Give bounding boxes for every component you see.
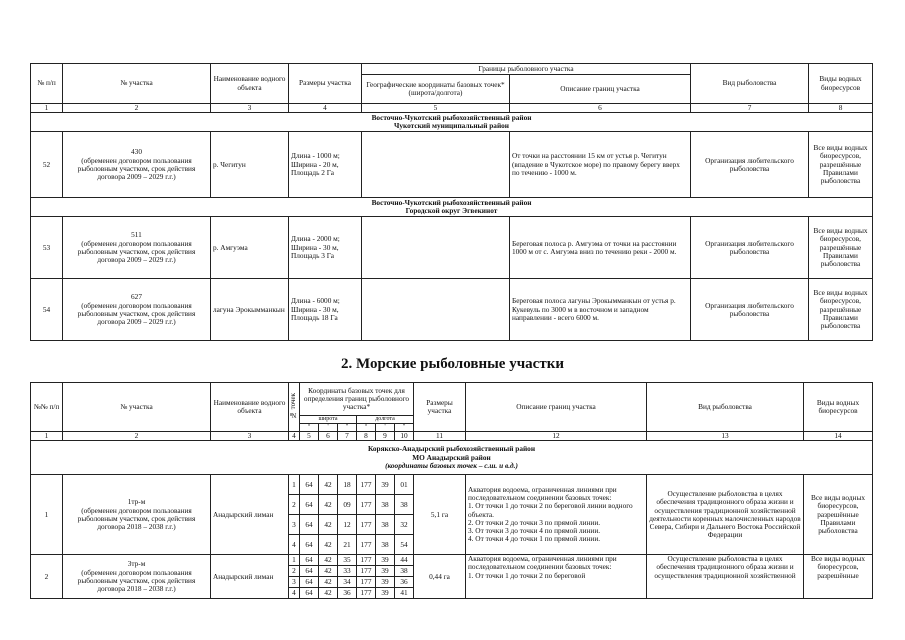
point-num: 1 [289, 475, 300, 495]
colnum: 4 [289, 432, 300, 441]
kind-cell: Организация любительского рыболовства [691, 279, 809, 341]
colnum: 14 [804, 432, 873, 441]
coord-value: 36 [395, 577, 414, 588]
coord-value: 42 [319, 535, 338, 555]
plot-note: (обременен договором пользования рыболовным участком, срок действия договора 2009 – 2029 г.г.) [77, 238, 196, 264]
header-size: Размеры участка [414, 383, 466, 432]
size-cell [289, 279, 362, 341]
plot-note: (обременен договором пользования рыболовным участком, срок действия договора 2018 – 2038 г.г.) [77, 567, 196, 593]
column-numbers-row [31, 104, 873, 113]
size-line: Ширина - 30 м, [291, 304, 339, 314]
coord-value: 64 [300, 566, 319, 577]
coord-value: 09 [338, 495, 357, 515]
species-cell: Все виды водных биоресурсов, разрешённые Правилами рыболовства [809, 132, 873, 198]
header-lat: широта [300, 416, 357, 424]
colnum: 7 [338, 432, 357, 441]
header-num: №№ п/п [31, 383, 63, 432]
plot-cell [63, 217, 211, 279]
group-line: Восточно-Чукотский рыбохозяйственный район [371, 113, 532, 122]
desc-line: Акватория водоема, ограниченная линиями при последовательном соединении базовых точек: [468, 484, 617, 503]
row-num: 2 [31, 555, 63, 599]
colnum: 3 [211, 432, 289, 441]
coord-value: 39 [376, 475, 395, 495]
water-name: лагуна Эрокымманкын [211, 279, 289, 341]
header-desc: Описание границ участка [510, 75, 691, 104]
desc-line: 1. От точки 1 до точки 2 по береговой [468, 570, 586, 580]
size-line: Длина - 6000 м; [291, 296, 340, 306]
group-header [31, 113, 873, 132]
water-name: р. Амгуэма [211, 217, 289, 279]
header-points-label: № точек [289, 392, 298, 419]
group-header [31, 198, 873, 217]
size-line: Длина - 1000 м; [291, 151, 340, 161]
coord-value: 38 [376, 535, 395, 555]
group-line: (координаты базовых точек – с.ш. и в.д.) [385, 460, 518, 470]
colnum: 11 [414, 432, 466, 441]
header-water: Наименование водного объекта [211, 383, 289, 432]
coord-value: 42 [319, 588, 338, 599]
header-lon: долгота [357, 416, 414, 424]
colnum: 9 [376, 432, 395, 441]
coords-cell [362, 132, 510, 198]
coord-value: 38 [395, 566, 414, 577]
point-num: 2 [289, 495, 300, 515]
size-line: Площадь 2 Га [291, 167, 335, 177]
coord-value: 177 [357, 535, 376, 555]
desc-cell: От точки на расстоянии 15 км от устья р. Чегитун (впадение в Чукотское море) по правому берегу вверх по течению - 1000 м. [510, 132, 691, 198]
point-num: 4 [289, 535, 300, 555]
plot-id: 3тр-м [127, 559, 146, 569]
coord-value: 42 [319, 555, 338, 566]
kind-cell: Организация любительского рыболовства [691, 132, 809, 198]
freshwater-plots-table [30, 63, 873, 341]
group-line: Чукотский муниципальный район [394, 121, 510, 131]
header-points [289, 383, 300, 432]
colnum: 7 [691, 104, 809, 113]
coord-value: 177 [357, 588, 376, 599]
coord-value: 38 [376, 515, 395, 535]
group-row [31, 198, 873, 217]
plot-note: (обременен договором пользования рыболовным участком, срок действия договора 2018 – 2038 г.г.) [77, 505, 196, 531]
point-num: 3 [289, 515, 300, 535]
coord-value: 39 [376, 577, 395, 588]
coord-value: 39 [376, 588, 395, 599]
desc-cell: Береговая полоса лагуны Эрокымманкын от устья р. Кукевуль по 3000 м в восточном и западном направлении - всего 6000 м. [510, 279, 691, 341]
colnum: 8 [357, 432, 376, 441]
coord-value: 38 [395, 495, 414, 515]
coord-value: 32 [395, 515, 414, 535]
size-line: Площадь 3 Га [291, 250, 335, 260]
coord-value: 64 [300, 495, 319, 515]
colnum: 2 [63, 104, 211, 113]
header-kind: Вид рыболовства [647, 383, 804, 432]
row-num: 53 [31, 217, 63, 279]
min-mark: ' [319, 424, 338, 432]
group-header [31, 441, 873, 475]
species-cell: Все виды водных биоресурсов, разрешённые Правилами рыболовства [809, 279, 873, 341]
desc-line: 2. От точки 2 до точки 3 по прямой линии. [468, 517, 601, 527]
coords-cell [362, 217, 510, 279]
row-num: 54 [31, 279, 63, 341]
coord-value: 42 [319, 577, 338, 588]
point-num: 1 [289, 555, 300, 566]
coord-value: 177 [357, 577, 376, 588]
colnum: 8 [809, 104, 873, 113]
min-mark: ' [376, 424, 395, 432]
coord-value: 44 [395, 555, 414, 566]
header-num: № п/п [31, 64, 63, 104]
sec-mark: " [338, 424, 357, 432]
coord-value: 177 [357, 475, 376, 495]
colnum: 12 [466, 432, 647, 441]
desc-cell [466, 475, 647, 555]
desc-line: 1. От точки 1 до точки 2 по береговой линии водного объекта. [468, 501, 633, 519]
plot-cell [63, 475, 211, 555]
plot-cell [63, 555, 211, 599]
colnum: 3 [211, 104, 289, 113]
group-row [31, 113, 873, 132]
colnum: 5 [362, 104, 510, 113]
coord-value: 18 [338, 475, 357, 495]
colnum: 4 [289, 104, 362, 113]
header-kind: Вид рыболовства [691, 64, 809, 104]
coord-value: 54 [395, 535, 414, 555]
colnum: 1 [31, 104, 63, 113]
coord-value: 64 [300, 555, 319, 566]
coord-value: 177 [357, 495, 376, 515]
colnum: 10 [395, 432, 414, 441]
coord-value: 42 [319, 566, 338, 577]
row-num: 52 [31, 132, 63, 198]
size-cell [289, 132, 362, 198]
species-cell: Все виды водных биоресурсов, разрешённые Правилами рыболовства [809, 217, 873, 279]
desc-line: 3. От точки 3 до точки 4 по прямой линии. [468, 526, 601, 536]
size-cell: 0,44 га [414, 555, 466, 599]
colnum: 13 [647, 432, 804, 441]
header-desc: Описание границ участка [466, 383, 647, 432]
header-size: Размеры участка [289, 64, 362, 104]
group-line: МО Анадырский район [412, 452, 491, 462]
marine-plots-table [30, 382, 873, 599]
coord-value: 177 [357, 566, 376, 577]
plot-id: 511 [131, 230, 142, 240]
group-row [31, 441, 873, 475]
kind-cell: Осуществление рыболовства в целях обеспечения традиционного образа жизни и осуществления традиционной хозяйственной деятельности коренных малочисленных народов Севера, Сибири и Дальнего Востока Российской Федерации [647, 475, 804, 555]
kind-cell: Организация любительского рыболовства [691, 217, 809, 279]
group-line: Городской округ Эгвекинот [405, 206, 498, 216]
coord-value: 35 [338, 555, 357, 566]
deg-mark: º [300, 424, 319, 432]
group-line: Корякско-Анадырский рыбохозяйственный район [367, 444, 536, 454]
plot-note: (обременен договором пользования рыболовным участком, срок действия договора 2009 – 2029 г.г.) [77, 155, 196, 181]
coord-value: 33 [338, 566, 357, 577]
desc-cell: Береговая полоса р. Амгуэма от точки на расстоянии 1000 м от с. Амгуэма вниз по течению реки - 2000 м. [510, 217, 691, 279]
colnum: 5 [300, 432, 319, 441]
size-cell: 5,1 га [414, 475, 466, 555]
coord-value: 01 [395, 475, 414, 495]
sec-mark: " [395, 424, 414, 432]
coord-value: 39 [376, 566, 395, 577]
table-row [31, 555, 873, 566]
plot-cell [63, 279, 211, 341]
header-water: Наименование водного объекта [211, 64, 289, 104]
table-row [31, 132, 873, 198]
coord-value: 42 [319, 475, 338, 495]
header-plot: № участка [63, 64, 211, 104]
kind-cell: Осуществление рыболовства в целях обеспечения традиционного образа жизни и осуществления традиционной хозяйственной [647, 555, 804, 599]
table-row [31, 217, 873, 279]
header-species: Виды водных биоресурсов [804, 383, 873, 432]
coords-cell [362, 279, 510, 341]
row-num: 1 [31, 475, 63, 555]
colnum: 2 [63, 432, 211, 441]
desc-line: 4. От точки 4 до точки 1 по прямой линии. [468, 534, 601, 544]
coord-value: 42 [319, 495, 338, 515]
species-cell: Все виды водных биоресурсов, разрешённые Правилами рыболовства [804, 475, 873, 555]
plot-note: (обременен договором пользования рыболовным участком, срок действия договора 2009 – 2029 г.г.) [77, 300, 196, 326]
coord-value: 64 [300, 588, 319, 599]
table-row [31, 279, 873, 341]
species-cell: Все виды водных биоресурсов, разрешённые [804, 555, 873, 599]
coord-value: 64 [300, 515, 319, 535]
header-coords: Географические координаты базовых точек* (широта/долгота) [362, 75, 510, 104]
size-line: Площадь 18 Га [291, 312, 338, 322]
size-line: Длина - 2000 м; [291, 234, 340, 244]
coord-value: 39 [376, 555, 395, 566]
size-cell [289, 217, 362, 279]
plot-id: 1тр-м [127, 497, 146, 507]
deg-mark: º [357, 424, 376, 432]
group-line: Восточно-Чукотский рыбохозяйственный район [371, 198, 532, 207]
point-num: 2 [289, 566, 300, 577]
table-row [31, 475, 873, 495]
column-numbers-row [31, 432, 873, 441]
water-name: р. Чегитун [211, 132, 289, 198]
coord-value: 34 [338, 577, 357, 588]
coord-value: 12 [338, 515, 357, 535]
coord-value: 177 [357, 555, 376, 566]
header-plot: № участка [63, 383, 211, 432]
header-borders: Границы рыболовного участка [362, 64, 691, 75]
coord-value: 64 [300, 577, 319, 588]
point-num: 4 [289, 588, 300, 599]
plot-id: 430 [131, 147, 142, 157]
plot-id: 627 [131, 292, 142, 302]
coord-value: 36 [338, 588, 357, 599]
plot-cell [63, 132, 211, 198]
water-name: Анадырский лиман [211, 555, 289, 599]
water-name: Анадырский лиман [211, 475, 289, 555]
header-coords: Координаты базовых точек для определения границ рыболовного участка* [300, 383, 414, 416]
coord-value: 21 [338, 535, 357, 555]
coord-value: 177 [357, 515, 376, 535]
desc-line: Акватория водоема, ограниченная линиями при последовательном соединении базовых точек: [468, 554, 617, 572]
section-title: 2. Морские рыболовные участки [341, 356, 564, 372]
size-line: Ширина - 30 м, [291, 242, 339, 252]
header-species: Виды водных биоресурсов [809, 64, 873, 104]
desc-cell [466, 555, 647, 599]
coord-value: 42 [319, 515, 338, 535]
colnum: 1 [31, 432, 63, 441]
coord-value: 38 [376, 495, 395, 515]
coord-value: 64 [300, 535, 319, 555]
coord-value: 41 [395, 588, 414, 599]
point-num: 3 [289, 577, 300, 588]
size-line: Ширина - 20 м, [291, 159, 339, 169]
coord-value: 64 [300, 475, 319, 495]
colnum: 6 [319, 432, 338, 441]
colnum: 6 [510, 104, 691, 113]
